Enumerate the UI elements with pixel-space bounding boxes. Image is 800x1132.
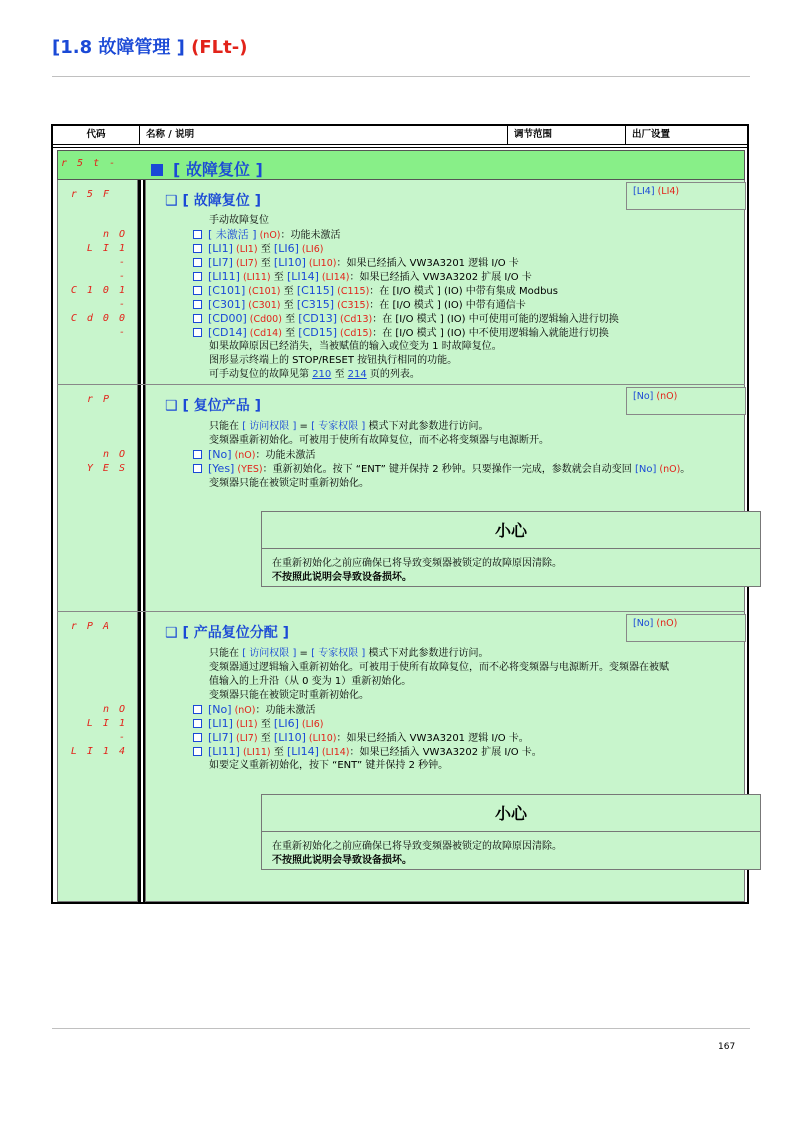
header-rule (52, 76, 750, 77)
caution-text: 在重新初始化之前应确保已将导致变频器被锁定的故障原因清除。 (272, 841, 562, 852)
caution-warning: 不按照此说明会导致设备损坏。 (272, 572, 412, 583)
rp-description: 变频器重新初始化。可被用于使所有故障复位，而不必将变频器与电源断开。 (209, 435, 549, 446)
page-link[interactable]: 214 (347, 369, 367, 380)
option-code: n O (102, 229, 127, 240)
caution-text: 在重新初始化之前应确保已将导致变频器被锁定的故障原因清除。 (272, 558, 562, 569)
rp-caution-box (261, 511, 761, 587)
rp-code: r P (86, 394, 111, 405)
caution-title: 小心 (262, 512, 760, 549)
column-header-code: 代码 (53, 126, 140, 144)
rsf-intro: 手动故障复位 (209, 215, 269, 226)
option-item: [LI11] (LI11) 至 [LI14] (LI14)：如果已经插入 VW3A3202 扩展 I/O 卡。 (193, 745, 542, 760)
rp-option-no: [No] (nO)：功能未激活 (193, 448, 315, 463)
option-item: [LI7] (LI7) 至 [LI10] (LI10)：如果已经插入 VW3A3201 逻辑 I/O 卡 (193, 256, 519, 271)
column-header-range: 调节范围 (508, 126, 626, 144)
option-code: L I 1 4 (70, 746, 127, 757)
rp-default: [No] (nO) (626, 387, 746, 415)
page-title-main: [1.8 故障管理 ] (52, 37, 185, 58)
option-item: [LI1] (LI1) 至 [LI6] (LI6) (193, 717, 323, 732)
checkbox-icon (193, 258, 202, 267)
row-divider (57, 384, 745, 385)
option-item: [CD00] (Cd00) 至 [CD13] (Cd13)：在 [I/O 模式 ] (IO) 中可使用可能的逻辑输入进行切换 (193, 312, 619, 327)
option-item: [LI1] (LI1) 至 [LI6] (LI6) (193, 242, 323, 257)
option-code: n O (102, 704, 127, 715)
option-item: [No] (nO)：功能未激活 (193, 703, 315, 718)
caution-warning: 不按照此说明会导致设备损坏。 (272, 855, 412, 866)
checkbox-icon: ❑ (165, 625, 183, 641)
page-link[interactable]: 210 (312, 369, 332, 380)
option-code: L I 1 (86, 243, 127, 254)
rsf-default: [LI4] (LI4) (626, 182, 746, 210)
rpa-description: 值输入的上升沿（从 0 变为 1）重新初始化。 (209, 676, 412, 687)
option-item: [C101] (C101) 至 [C115] (C115)：在 [I/O 模式 ] (IO) 中带有集成 Modbus (193, 284, 558, 299)
checkbox-icon (193, 272, 202, 281)
rpa-code: r P A (70, 621, 111, 632)
option-item: [LI7] (LI7) 至 [LI10] (LI10)：如果已经插入 VW3A3201 逻辑 I/O 卡。 (193, 731, 529, 746)
caution-title: 小心 (262, 795, 760, 832)
rsf-note: 可手动复位的故障见第 210 至 214 页的列表。 (209, 369, 420, 380)
checkbox-icon (193, 300, 202, 309)
header-divider (53, 144, 747, 148)
option-code: - (118, 271, 127, 282)
checkbox-icon (193, 230, 202, 239)
checkbox-icon (193, 450, 202, 459)
option-item: [LI11] (LI11) 至 [LI14] (LI14)：如果已经插入 VW3A3202 扩展 I/O 卡 (193, 270, 532, 285)
checkbox-icon: ❑ (165, 398, 183, 414)
column-divider (138, 150, 141, 902)
rpa-caution-box (261, 794, 761, 870)
rpa-end-note: 如要定义重新初始化，按下 “ENT” 键并保持 2 秒钟。 (209, 760, 449, 771)
section-code: r 5 t - (61, 158, 118, 169)
rsf-code: r 5 F (70, 189, 111, 200)
option-code: n O (102, 449, 127, 460)
checkbox-icon (193, 286, 202, 295)
rpa-access: 只能在 [ 访问权限 ] = [ 专家权限 ] 模式下对此参数进行访问。 (209, 648, 489, 659)
parameter-table (51, 124, 749, 904)
rsf-note: 如果故障原因已经消失，当被赋值的输入或位变为 1 时故障复位。 (209, 341, 502, 352)
checkbox-icon: ❑ (165, 193, 183, 209)
rpa-title: ❑ [ 产品复位分配 ] (165, 625, 289, 641)
checkbox-icon (193, 719, 202, 728)
rpa-description: 变频器通过逻辑输入重新初始化。可被用于使所有故障复位，而不必将变频器与电源断开。变频器在被赋 (209, 662, 669, 673)
rp-locked-note: 变频器只能在被锁定时重新初始化。 (209, 478, 369, 489)
column-header-name: 名称 / 说明 (140, 126, 508, 144)
rsf-title: ❑ [ 故障复位 ] (165, 193, 261, 209)
option-code: Y E S (86, 463, 127, 474)
rpa-default: [No] (nO) (626, 614, 746, 642)
page-title-code: (FLt-) (184, 37, 248, 58)
option-code: L I 1 (86, 718, 127, 729)
footer-rule (52, 1028, 750, 1029)
option-item: [ 未激活 ] (nO)：功能未激活 (193, 228, 341, 243)
checkbox-icon (193, 705, 202, 714)
option-code: - (118, 257, 127, 268)
option-item: [C301] (C301) 至 [C315] (C315)：在 [I/O 模式 ] (IO) 中带有通信卡 (193, 298, 526, 313)
rp-title: ❑ [ 复位产品 ] (165, 398, 261, 414)
checkbox-icon (193, 733, 202, 742)
page-title (52, 33, 247, 59)
checkbox-icon (193, 464, 202, 473)
column-header-default: 出厂设置 (632, 129, 671, 140)
checkbox-icon (193, 244, 202, 253)
row-divider (57, 611, 745, 612)
rsf-note: 图形显示终端上的 STOP/RESET 按钮执行相同的功能。 (209, 355, 458, 366)
page-number: 167 (718, 1042, 736, 1052)
option-code: - (118, 327, 127, 338)
option-item: [CD14] (Cd14) 至 [CD15] (Cd15)：在 [I/O 模式 ] (IO) 中不使用逻辑输入就能进行切换 (193, 326, 609, 341)
rp-access: 只能在 [ 访问权限 ] = [ 专家权限 ] 模式下对此参数进行访问。 (209, 421, 489, 432)
rp-option-yes: [Yes] (YES)：重新初始化。按下 “ENT” 键并保持 2 秒钟。只要操作一完成，参数就会自动变回 [No] (nO)。 (193, 462, 690, 477)
checkbox-icon (193, 314, 202, 323)
option-code: C 1 0 1 (70, 285, 127, 296)
option-code: - (118, 732, 127, 743)
checkbox-icon (193, 747, 202, 756)
rpa-locked-note: 变频器只能在被锁定时重新初始化。 (209, 690, 369, 701)
square-bullet-icon (151, 164, 163, 176)
option-code: C d 0 0 (70, 313, 127, 324)
checkbox-icon (193, 328, 202, 337)
option-code: - (118, 299, 127, 310)
section-title: [ 故障复位 ] (151, 157, 263, 180)
